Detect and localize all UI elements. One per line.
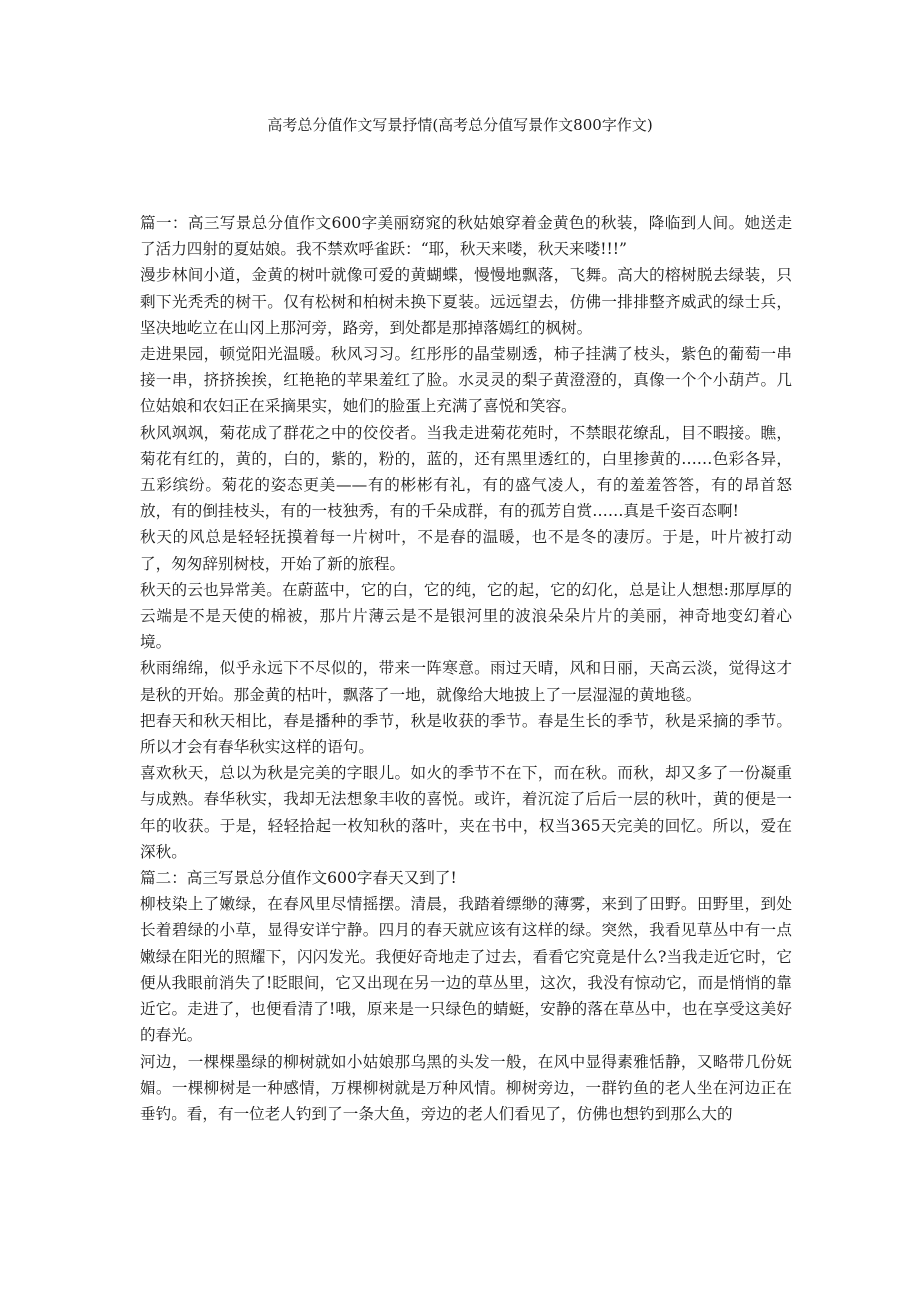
paragraph-9: 喜欢秋天，总以为秋是完美的字眼儿。如火的季节不在下，而在秋。而秋，却又多了一份凝重与成熟。春华秋实，我却无法想象丰收的喜悦。或许，着沉淀了后后一层的秋叶，黄的便是一年的收获。于是，轻轻拾起一枚知秋的落叶，夹在书中，权当365天完美的回忆。所以，爱在深秋。 xyxy=(140,764,792,861)
paragraph-7: 秋雨绵绵，似乎永远下不尽似的，带来一阵寒意。雨过天晴，风和日丽，天高云淡，觉得这才是秋的开始。那金黄的枯叶，飘落了一地，就像给大地披上了一层湿湿的黄地毯。 xyxy=(140,659,792,704)
document-body xyxy=(140,210,792,1127)
section-heading-2: 篇二：高三写景总分值作文600字春天又到了! xyxy=(140,869,457,888)
paragraph-3: 走进果园，顿觉阳光温暖。秋风习习。红彤彤的晶莹剔透，柿子挂满了枝头，紫色的葡萄一串接一串，挤挤挨挨，红艳艳的苹果羞红了脸。水灵灵的梨子黄澄澄的，真像一个个小葫芦。几位姑娘和农妇正在采摘果实，她们的脸蛋上充满了喜悦和笑容。 xyxy=(140,345,792,416)
paragraph-8: 把春天和秋天相比，春是播种的季节，秋是收获的季节。春是生长的季节，秋是采摘的季节。所以才会有春华秋实这样的语句。 xyxy=(140,711,792,757)
paragraph-2: 漫步林间小道，金黄的树叶就像可爱的黄蝴蝶，慢慢地飘落，飞舞。高大的榕树脱去绿装，只剩下光秃秃的树干。仅有松树和柏树未换下夏装。远远望去，仿佛一排排整齐威武的绿士兵，坚决地屹立在山冈上那河旁，路旁，到处都是那掉落嫣红的枫树。 xyxy=(140,266,792,337)
paragraph-10: 柳枝染上了嫩绿，在春风里尽情摇摆。清晨，我踏着缥缈的薄雾，来到了田野。田野里，到处长着碧绿的小草，显得安详宁静。四月的春天就应该有这样的绿。突然，我看见草丛中有一点嫩绿在阳光的照耀下，闪闪发光。我便好奇地走了过去，看看它究竟是什么?当我走近它时，它便从我眼前消失了!眨眼间，它又出现在另一边的草丛里，这次，我没有惊动它，而是悄悄的靠近它。走进了，也便看清了!哦，原来是一只绿色的蜻蜓，安静的落在草丛中，也在享受这美好的春光。 xyxy=(140,895,792,1045)
document-title: 高考总分值作文写景抒情(高考总分值写景作文800字作文) xyxy=(267,116,653,134)
paragraph-5: 秋天的风总是轻轻抚摸着每一片树叶，不是春的温暖，也不是冬的凄厉。于是，叶片被打动了，匆匆辞别树枝，开始了新的旅程。 xyxy=(140,528,792,573)
paragraph-1: 篇一：高三写景总分值作文600字美丽窈窕的秋姑娘穿着金黄色的秋装，降临到人间。她送走了活力四射的夏姑娘。我不禁欢呼雀跃：“耶，秋天来喽，秋天来喽!!!” xyxy=(140,214,792,259)
paragraph-6: 秋天的云也异常美。在蔚蓝中，它的白，它的纯，它的起，它的幻化，总是让人想想:那厚厚的云端是不是天使的棉被，那片片薄云是不是银河里的波浪朵朵片片的美丽，神奇地变幻着心境。 xyxy=(140,580,792,652)
paragraph-4: 秋风飒飒，菊花成了群花之中的佼佼者。当我走进菊花苑时，不禁眼花缭乱，目不暇接。瞧，菊花有红的，黄的，白的，紫的，粉的，蓝的，还有黑里透红的，白里掺黄的……色彩各异，五彩缤纷。菊花的姿态更美——有的彬彬有礼，有的盛气凌人，有的羞羞答答，有的昂首怒放，有的倒挂枝头，有的一枝独秀，有的千朵成群，有的孤芳自赏……真是千姿百态啊! xyxy=(140,423,792,521)
paragraph-11: 河边，一棵棵墨绿的柳树就如小姑娘那乌黑的头发一般，在风中显得素雅恬静，又略带几份妩媚。一棵柳树是一种感情，万棵柳树就是万种风情。柳树旁边，一群钓鱼的老人坐在河边正在垂钓。看，有一位老人钓到了一条大鱼，旁边的老人们看见了，仿佛也想钓到那么大的 xyxy=(140,1052,792,1123)
